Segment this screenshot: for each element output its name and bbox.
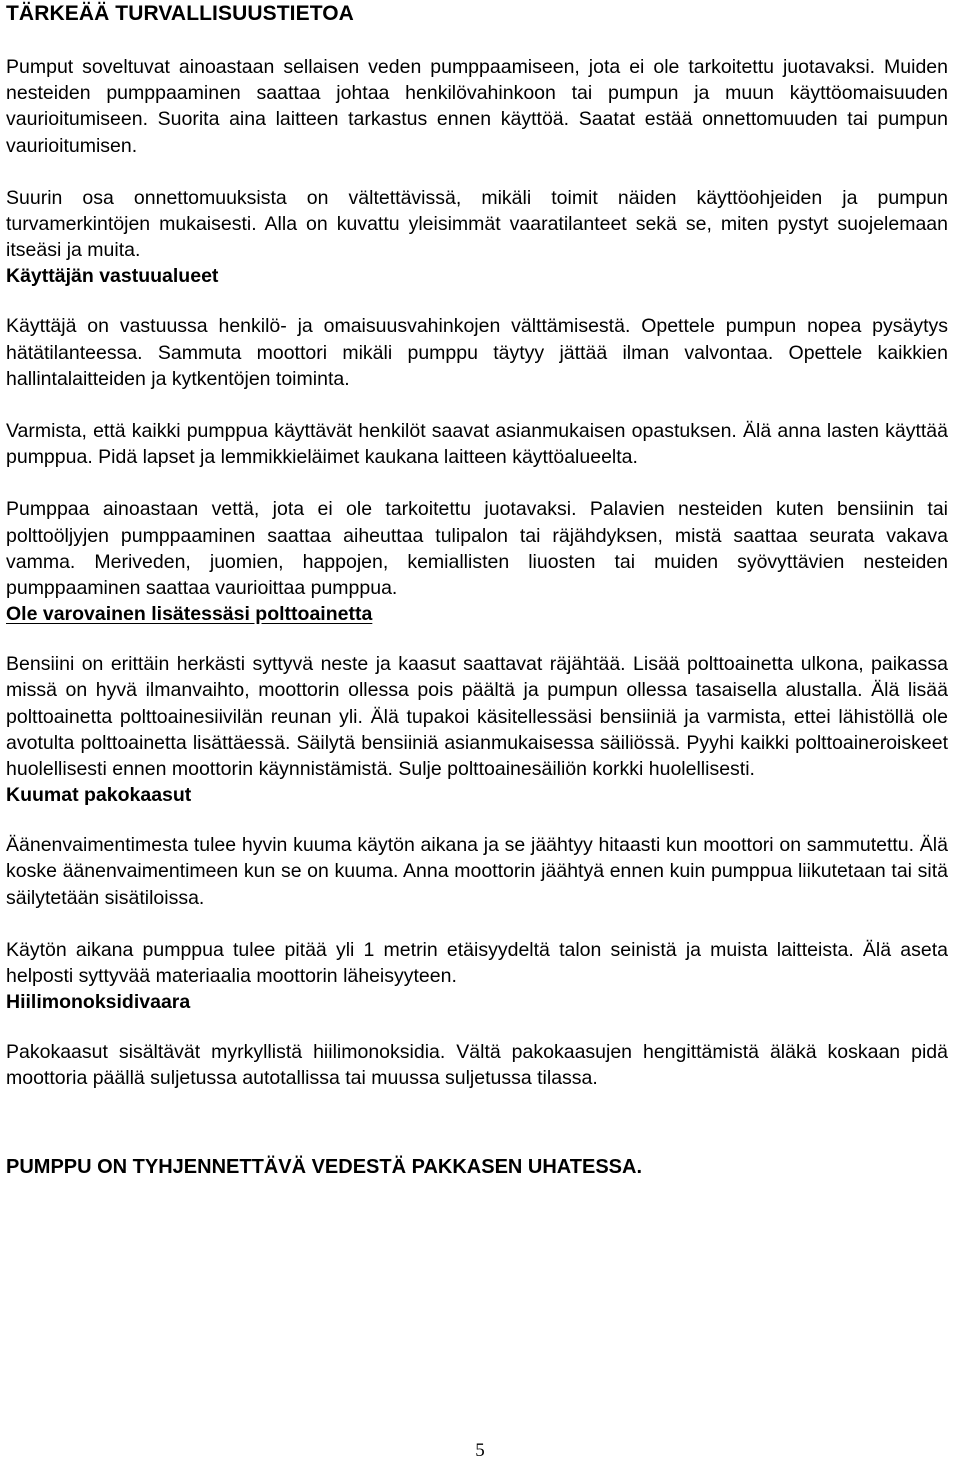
section-hot-exhaust — [6, 782, 948, 989]
section-carbon-monoxide — [6, 989, 948, 1091]
final-notice: PUMPPU ON TYHJENNETTÄVÄ VEDESTÄ PAKKASEN UHATESSA. — [6, 1155, 642, 1178]
intro-paragraph-1: Pumput soveltuvat ainoastaan sellaisen veden pumppaamiseen, jota ei ole tarkoitettu juotavaksi. Muiden nesteiden pumppaaminen saattaa johtaa henkilövahinkoon tai pumpun ja muun käyttöomaisuuden vaurioitumiseen. Suorita aina laitteen tarkastus ennen käyttöä. Saatat estää onnettomuuden tai pumpun vaurioitumisen. — [6, 56, 948, 157]
hot-exhaust-paragraph-1: Äänenvaimentimesta tulee hyvin kuuma käytön aikana ja se jäähtyy hitaasti kun moottori on sammutettu. Älä koske äänenvaimentimeen kun se on kuuma. Anna moottorin jäähtyä ennen kuin pumppua liikutetaan tai sitä säilytetään sisätiloissa. — [6, 834, 948, 909]
carbon-monoxide-paragraph-1: Pakokaasut sisältävät myrkyllistä hiilimonoksidia. Vältä pakokaasujen hengittämistä äläkä koskaan pidä moottoria päällä suljetussa autotallissa tai muussa suljetussa tilassa. — [6, 1041, 948, 1090]
document-page — [6, 0, 948, 1180]
intro-paragraph-2: Suurin osa onnettomuuksista on vältettävissä, mikäli toimit näiden käyttöohjeiden ja pumpun turvamerkintöjen mukaisesti. Alla on kuvattu yleisimmät vaaratilanteet sekä se, miten pystyt suojelemaan itseäsi ja muita. — [6, 186, 948, 262]
user-responsibilities-paragraph-1: Käyttäjä on vastuussa henkilö- ja omaisuusvahinkojen välttämisestä. Opettele pumpun nopea pysäytys hätätilanteessa. Sammuta moottori mikäli pumppu täytyy jättää ilman valvontaa. Opettele kaikkien hallintalaitteiden ja kytkentöjen toiminta. — [6, 315, 948, 390]
hot-exhaust-paragraph-2: Käytön aikana pumppua tulee pitää yli 1 metrin etäisyydeltä talon seinistä ja muista laitteista. Älä aseta helposti syttyvää materiaalia moottorin läheisyyteen. — [6, 938, 948, 988]
page-number: 5 — [475, 1440, 485, 1461]
section-heading-hot-exhaust: Kuumat pakokaasut — [6, 784, 192, 807]
refueling-paragraph-1: Bensiini on erittäin herkästi syttyvä neste ja kaasut saattavat räjähtää. Lisää polttoainetta ulkona, paikassa missä on hyvä ilmanvaihto, moottorin ollessa pois päältä ja pumpun ollessa tasaisella alustalla. Älä lisää polttoainetta polttoainesiivilän reunan yli. Älä tupakoi käsitellessäsi bensiiniä ja varmista, ettei lähistöllä ole avotulta polttoainetta lisättäessä. Säilytä bensiiniä asianmukaisessa säiliössä. Pyyhi kaikki polttoaineroiskeet huolellisesti ennen moottorin käynnistämistä. Sulje polttoainesäiliön korkki huolellisesti. — [6, 653, 948, 781]
user-responsibilities-paragraph-3: Pumppaa ainoastaan vettä, jota ei ole tarkoitettu juotavaksi. Palavien nesteiden kuten bensiinin tai polttoöljyjen pumppaaminen saattaa aiheuttaa tulipalon tai räjähdyksen, mistä saattaa seurata vakava vamma. Meriveden, juomien, happojen, kemiallisten liuosten tai muiden syövyttävien nesteiden pumppaaminen saattaa vaurioittaa pumppua. — [6, 498, 948, 600]
section-heading-carbon-monoxide: Hiilimonoksidivaara — [6, 991, 191, 1014]
section-heading-user-responsibilities: Käyttäjän vastuualueet — [6, 265, 219, 288]
document-title: TÄRKEÄÄ TURVALLISUUSTIETOA — [6, 2, 354, 25]
section-user-responsibilities — [6, 263, 948, 601]
section-heading-refueling: Ole varovainen lisätessäsi polttoainetta — [6, 603, 373, 626]
user-responsibilities-paragraph-2: Varmista, että kaikki pumppua käyttävät henkilöt saavat asianmukaisen opastuksen. Älä anna lasten käyttää pumppua. Pidä lapset ja lemmikkieläimet kaukana laitteen käyttöalueelta. — [6, 420, 948, 469]
section-refueling — [6, 601, 948, 782]
